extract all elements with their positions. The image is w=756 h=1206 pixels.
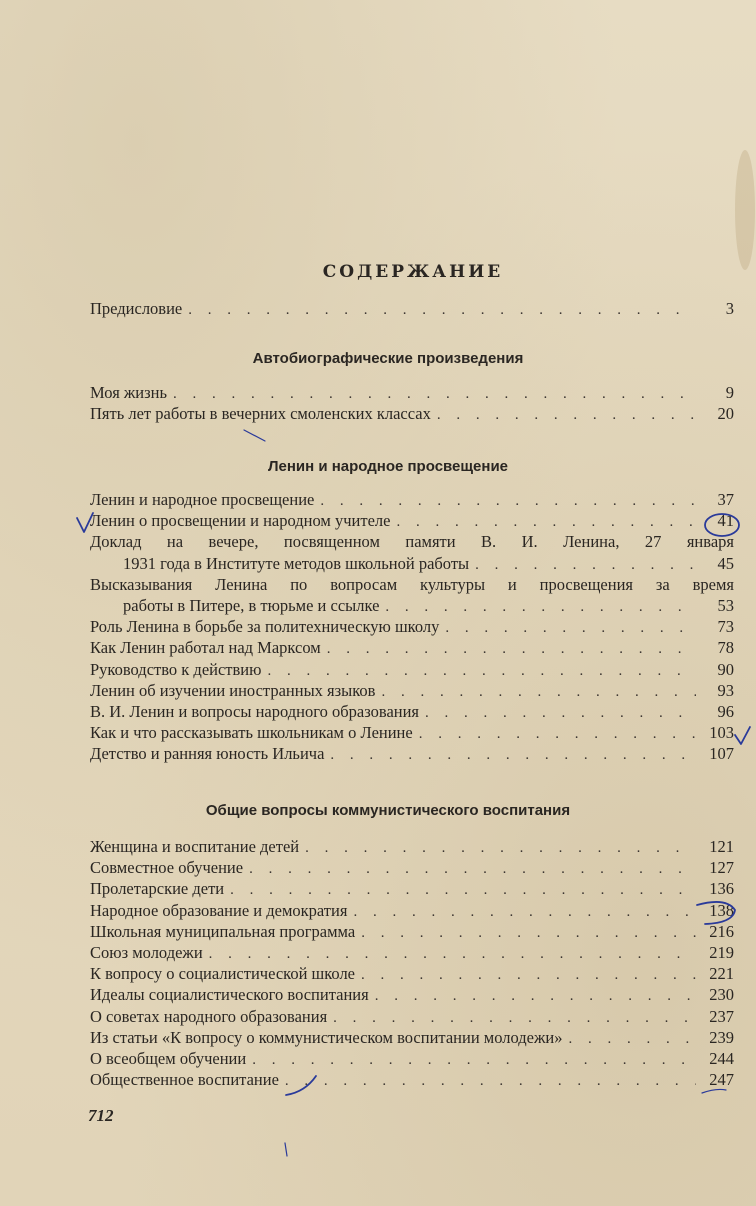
dot-leader [330, 745, 696, 766]
section-heading: Автобиографические произведения [252, 350, 524, 367]
toc-entry [90, 984, 734, 1005]
toc-entry [90, 616, 734, 637]
toc-entry-title: Роль Ленина в борьбе за политехническую школу [90, 617, 440, 637]
toc-entry-page: 247 [709, 1070, 734, 1090]
toc-entry-title: Высказывания Ленина по вопросам культуры и просвещения за время [90, 574, 734, 594]
dot-leader [361, 965, 696, 986]
dot-leader [445, 618, 696, 639]
toc-entry [90, 489, 734, 510]
toc-entry-title: Руководство к действию [90, 659, 262, 679]
toc-entry-title: Совместное обучение [90, 858, 244, 878]
toc-entry-title: Пять лет работы в вечерних смоленских классах [90, 404, 431, 424]
toc-entry-title: О всеобщем обучении [90, 1048, 247, 1068]
toc-entry-page: 107 [709, 744, 734, 764]
dot-leader [333, 1008, 696, 1029]
toc-entry-page: 138 [709, 900, 734, 920]
toc-entry-title-cont: 1931 года в Институте методов школьной работы [123, 553, 470, 573]
toc-entry-page: 127 [709, 858, 734, 878]
toc-entry-title: Как Ленин работал над Марксом [90, 638, 321, 658]
toc-entry [90, 1048, 734, 1069]
toc-entry-page: 93 [717, 680, 734, 700]
toc-entry [90, 1069, 734, 1090]
toc-preface [90, 298, 734, 319]
toc-entry [90, 510, 734, 531]
dot-leader [361, 923, 696, 944]
toc-section-2 [90, 489, 734, 764]
toc-entry [90, 701, 734, 722]
toc-entry-page: 53 [717, 595, 734, 615]
dot-leader [230, 880, 696, 901]
toc-entry-title: Ленин и народное просвещение [90, 490, 315, 509]
toc-entry-title: Из статьи «К вопросу о коммунистическом воспитании молодежи» [90, 1027, 563, 1047]
toc-entry-page: 45 [717, 553, 734, 573]
dot-leader [327, 639, 696, 660]
toc-entry-line [90, 531, 734, 552]
toc-entry-page: 136 [709, 879, 734, 899]
toc-entry-page: 96 [717, 701, 734, 721]
paper-stain [735, 150, 755, 270]
toc-entry-page: 37 [717, 490, 734, 509]
dot-leader [475, 555, 696, 576]
toc-entry [90, 857, 734, 878]
toc-entry-title: Ленин об изучении иностранных языков [90, 680, 376, 700]
toc-entry [90, 1027, 734, 1048]
dot-leader [209, 944, 696, 965]
toc-entry-title: Идеалы социалистического воспитания [90, 985, 369, 1005]
dot-leader [305, 838, 696, 859]
toc-entry-title: Народное образование и демократия [90, 900, 348, 920]
toc-entry-page: 239 [709, 1027, 734, 1047]
dot-leader [285, 1071, 696, 1092]
toc-entry [90, 680, 734, 701]
toc-entry-page: 219 [709, 942, 734, 962]
toc-entry-title: Пролетарские дети [90, 879, 225, 899]
checkmark-icon [735, 727, 750, 744]
toc-entry-page: 78 [717, 638, 734, 658]
toc-entry-title: Ленин о просвещении и народном учителе [90, 511, 391, 531]
pen-stroke-icon [285, 1143, 287, 1156]
section-heading: Общие вопросы коммунистического воспитания [205, 802, 571, 819]
dot-leader [419, 724, 696, 745]
dot-leader [381, 682, 696, 703]
toc-entry-line [90, 574, 734, 595]
toc-entry-page: 121 [709, 837, 734, 856]
toc-entry [90, 722, 734, 743]
page-title: СОДЕРЖАНИЕ [322, 262, 504, 282]
dot-leader [353, 902, 696, 923]
dot-leader [252, 1050, 696, 1071]
dot-leader [385, 597, 696, 618]
toc-entry [90, 921, 734, 942]
toc-entry-title: Женщина и воспитание детей [90, 837, 300, 856]
toc-entry-title: Общественное воспитание [90, 1070, 279, 1090]
toc-entry-title: Школьная муниципальная программа [90, 921, 356, 941]
dot-leader [320, 491, 696, 512]
toc-entry-title: К вопросу о социалистической школе [90, 964, 355, 984]
toc-entry [90, 836, 734, 857]
toc-entry-title: В. И. Ленин и вопросы народного образования [90, 701, 420, 721]
toc-entry [90, 963, 734, 984]
toc-entry-title: О советах народного образования [90, 1006, 328, 1026]
section-heading: Ленин и народное просвещение [267, 458, 509, 475]
toc-entry-title: Детство и ранняя юность Ильича [90, 744, 325, 764]
toc-entry [90, 553, 734, 574]
pen-stroke-icon [244, 430, 265, 441]
toc-entry-page: 237 [709, 1006, 734, 1026]
toc-entry [90, 298, 734, 319]
toc-entry-title-cont: работы в Питере, в тюрьме и ссылке [123, 595, 380, 615]
dot-leader [249, 859, 696, 880]
toc-entry-title: Как и что рассказывать школьникам о Ленине [90, 723, 413, 743]
dot-leader [396, 512, 696, 533]
toc-section-3 [90, 836, 734, 1090]
toc-entry [90, 900, 734, 921]
dot-leader [437, 405, 696, 426]
toc-entry [90, 743, 734, 764]
dot-leader [568, 1029, 696, 1050]
toc-entry-page: 9 [725, 383, 734, 402]
dot-leader [425, 703, 696, 724]
toc-entry [90, 659, 734, 680]
toc-entry [90, 878, 734, 899]
toc-entry-page: 3 [725, 299, 734, 318]
toc-entry-title: Предисловие [90, 299, 183, 318]
toc-entry-page: 73 [717, 617, 734, 637]
toc-entry-title: Союз молодежи [90, 942, 203, 962]
toc-entry [90, 1006, 734, 1027]
toc-entry-page: 41 [717, 511, 734, 531]
toc-entry [90, 403, 734, 424]
toc-entry-page: 90 [717, 659, 734, 679]
toc-entry-page: 244 [709, 1048, 734, 1068]
toc-entry [90, 382, 734, 403]
toc-entry [90, 637, 734, 658]
toc-entry-page: 230 [709, 985, 734, 1005]
toc-entry [90, 942, 734, 963]
dot-leader [375, 986, 696, 1007]
toc-entry-page: 216 [709, 921, 734, 941]
dot-leader [173, 384, 696, 405]
toc-entry [90, 595, 734, 616]
page-number: 712 [88, 1106, 114, 1125]
dot-leader [267, 661, 696, 682]
toc-entry-page: 103 [709, 723, 734, 743]
toc-entry-title: Моя жизнь [90, 383, 168, 402]
toc-entry-page: 20 [717, 404, 734, 424]
toc-entry-title: Доклад на вечере, посвященном памяти В. И. Ленина, 27 января [90, 532, 734, 552]
toc-section-1 [90, 382, 734, 424]
toc-entry-page: 221 [709, 964, 734, 984]
dot-leader [188, 300, 696, 321]
